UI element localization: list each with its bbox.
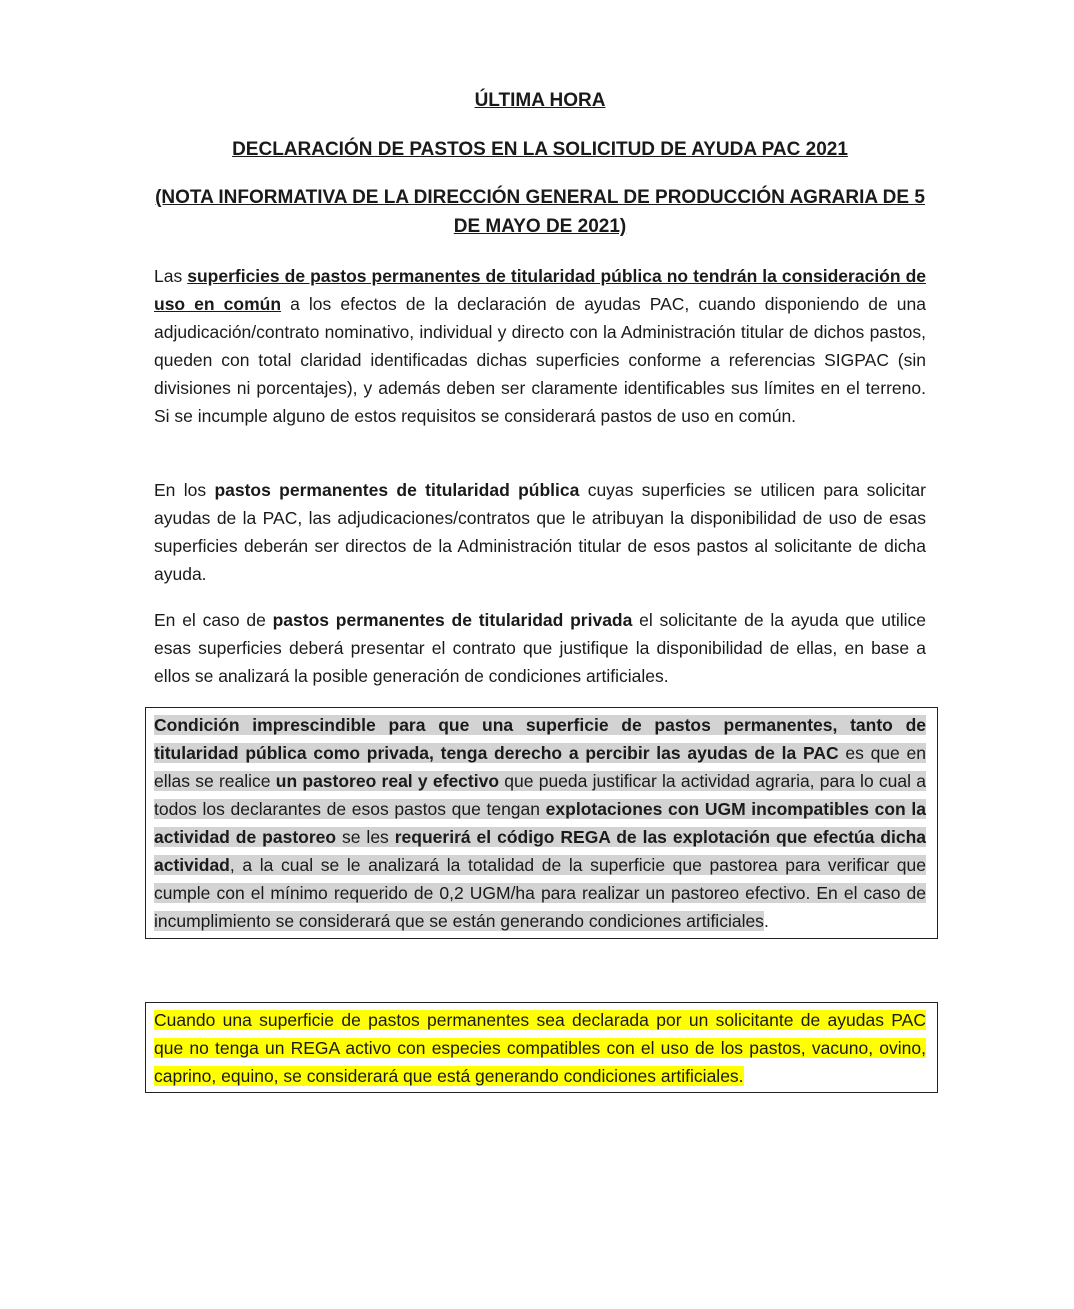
paragraph-public-pastures [154,262,926,430]
paragraph-emphasis: superficies de pastos permanentes de titularidad pública no tendrán la consideración de uso en común [154,266,926,314]
paragraph-rest: el solicitante de la ayuda que utilice esas superficies deberá presentar el contrato que justifique la disponibilidad de ellas, en base a ellos se analizará la posible generación de condiciones artificiales. [154,610,927,686]
rega-box-text [154,1006,926,1090]
condition-emphasis: requerirá el código REGA de las explotación que efectúa dicha actividad [154,827,926,875]
condition-text: es que en ellas se realice [154,743,927,791]
paragraph-private-pastures [154,606,926,690]
paragraph-emphasis: pastos permanentes de titularidad privada [272,610,633,630]
condition-period: . [763,911,769,931]
paragraph-rest: cuyas superficies se utilicen para solicitar ayudas de la PAC, las adjudicaciones/contratos que le atribuyan la disponibilidad de uso de esas superficies deberán ser directos de la Administración titular de esos pastos al solicitante de dicha ayuda. [154,480,926,584]
condition-text: que pueda justificar la actividad agraria, para lo cual a todos los declarantes de esos pastos que tengan [154,771,926,819]
paragraph-lead: Las [154,266,188,286]
condition-heading: Condición imprescindible para que una superficie de pastos permanentes, tanto de titularidad pública como privada, tenga derecho a percibir las ayudas de la PAC [154,715,926,763]
rega-highlight-text: Cuando una superficie de pastos permanentes sea declarada por un solicitante de ayudas PAC que no tenga un REGA activo con especies compatibles con el uso de los pastos, vacuno, ovino, caprino, equino, se considerará que está generando condiciones artificiales. [154,1010,926,1086]
document-note-heading: (NOTA INFORMATIVA DE LA DIRECCIÓN GENERAL DE PRODUCCIÓN AGRARIA DE 5 DE MAYO DE 2021) [155,187,925,237]
condition-emphasis: explotaciones con UGM incompatibles con la actividad de pastoreo [154,799,927,847]
document-subtitle: DECLARACIÓN DE PASTOS EN LA SOLICITUD DE AYUDA PAC 2021 [232,139,848,160]
condition-emphasis: un pastoreo real y efectivo [275,771,500,791]
paragraph-lead: En el caso de [154,610,273,630]
paragraph-emphasis: pastos permanentes de titularidad pública [214,480,580,500]
document-title: ÚLTIMA HORA [474,90,606,111]
condition-text: se les [336,827,395,847]
paragraph-lead: En los [154,480,215,500]
condition-text: , a la cual se le analizará la totalidad de la superficie que pastorea para verificar que cumple con el mínimo requerido de 0,2 UGM/ha para realizar un pastoreo efectivo. En el caso de incumplimiento se considerará que se están generando condiciones artificiales [154,855,926,931]
condition-box-text [154,711,926,935]
paragraph-public-contracts [154,476,926,588]
paragraph-rest: a los efectos de la declaración de ayudas PAC, cuando disponiendo de una adjudicación/contrato nominativo, individual y directo con la Administración titular de dichos pastos, queden con total claridad identificadas dichas superficies conforme a referencias SIGPAC (sin divisiones ni porcentajes), y además deben ser claramente identificables sus límites en el terreno. Si se incumple alguno de estos requisitos se considerará pastos de uso en común. [154,294,926,426]
